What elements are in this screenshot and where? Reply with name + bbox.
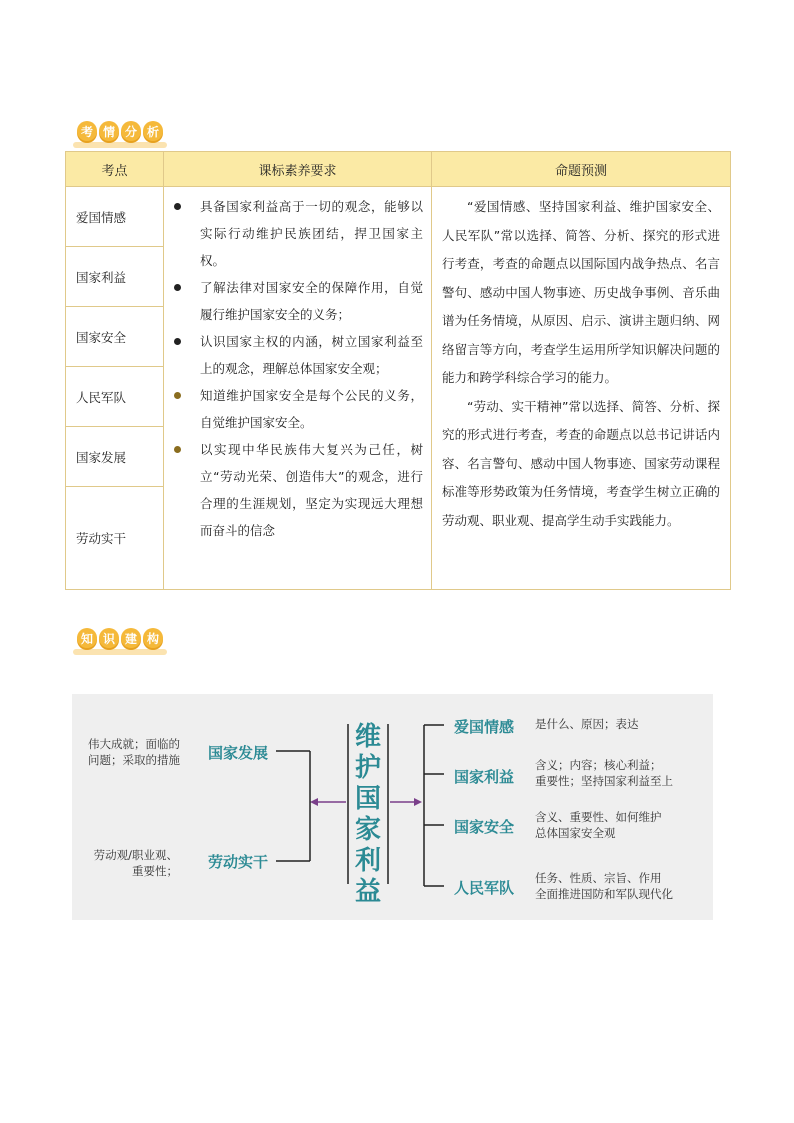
requirement-text: 知道维护国家安全是每个公民的义务，自觉维护国家安全。 [200,388,423,430]
knowledge-point-cell: 人民军队 [66,367,164,427]
center-title-char: 护 [354,753,381,783]
heading-char: 构 [143,628,163,648]
bullet-icon [174,203,181,210]
bullet-icon [174,338,181,345]
heading-char: 考 [77,121,97,141]
heading-char: 建 [121,628,141,648]
exam-analysis-table [65,151,731,590]
requirement-item [172,274,423,328]
header-requirements: 课标素养要求 [164,152,432,187]
center-title-char: 维 [354,722,381,752]
requirement-text: 了解法律对国家安全的保障作用，自觉履行维护国家安全的义务； [200,280,423,322]
knowledge-point-cell: 国家安全 [66,307,164,367]
knowledge-point-cell: 国家发展 [66,427,164,487]
heading-char: 分 [121,121,141,141]
right-arrowhead [414,798,422,806]
table-row [66,187,731,247]
left-node-label: 国家发展 [208,744,269,762]
center-title [348,722,388,908]
right-node-label: 爱国情感 [454,718,515,736]
center-title-char: 家 [354,815,381,845]
right-node-note: 任务、性质、宗旨、作用 全面推进国防和军队现代化 [535,871,673,901]
knowledge-structure-diagram [72,694,713,920]
requirement-item [172,436,423,544]
section-heading-exam-analysis [77,121,163,145]
heading-char: 情 [99,121,119,141]
bullet-icon [174,446,181,453]
center-title-char: 益 [354,877,381,907]
bullet-icon [174,284,181,291]
prediction-paragraph: “劳动、实干精神”常以选择、简答、分析、探究的形式进行考查，考查的命题点以总书记讲话内容、名言警句、感动中国人物事迹、国家劳动课程标准等形势政策为任务情境，考查学生树立正确的劳动观、职业观、提高学生动手实践能力。 [442,398,720,528]
left-node-note: 伟大成就；面临的 问题；采取的措施 [88,737,180,767]
prediction-paragraph: “爱国情感、坚持国家利益、维护国家安全、人民军队”常以选择、简答、分析、探究的形式进行考查，考查的命题点以国际国内战争热点、名言警句、感动中国人物事迹、历史战争事例、音乐曲谱为任务情境，从原因、启示、演讲主题归纳、网络留言等方向，考查学生运用所学知识解决问题的能力和跨学科综合学习的能力。 [442,199,720,385]
left-arrowhead [310,798,318,806]
requirement-text: 具备国家利益高于一切的观念，能够以实际行动维护民族团结，捍卫国家主权。 [200,199,423,268]
left-node-note: 劳动观/职业观、 重要性； [93,848,178,878]
right-node-note: 是什么、原因；表达 [535,717,639,731]
right-node-label: 国家利益 [454,768,515,786]
requirement-item [172,382,423,436]
right-node-label: 国家安全 [454,818,515,836]
heading-underline [73,649,167,655]
requirement-text: 以实现中华民族伟大复兴为己任，树立“劳动光荣、创造伟大”的观念，进行合理的生涯规划，坚定为实现远大理想而奋斗的信念 [200,442,423,538]
center-title-char: 国 [354,784,381,814]
right-node-note: 含义、重要性、如何维护 总体国家安全观 [535,810,662,840]
heading-underline [73,142,167,148]
requirements-cell [164,187,432,590]
center-title-char: 利 [354,846,381,876]
header-knowledge-point: 考点 [66,152,164,187]
requirement-item [172,328,423,382]
heading-char: 识 [99,628,119,648]
knowledge-point-cell: 爱国情感 [66,187,164,247]
bullet-icon [174,392,181,399]
heading-char: 知 [77,628,97,648]
left-node-label: 劳动实干 [208,853,269,871]
knowledge-point-cell: 国家利益 [66,247,164,307]
predictions-cell [432,187,731,590]
requirement-text: 认识国家主权的内涵，树立国家利益至上的观念，理解总体国家安全观； [200,334,423,376]
heading-char: 析 [143,121,163,141]
header-predictions: 命题预测 [432,152,731,187]
right-node-note: 含义；内容；核心利益； 重要性；坚持国家利益至上 [535,758,673,788]
section-heading-knowledge-structure [77,628,163,652]
right-node-label: 人民军队 [454,879,515,897]
table-header-row [66,152,731,187]
knowledge-point-cell: 劳动实干 [66,487,164,590]
requirement-item [172,193,423,274]
